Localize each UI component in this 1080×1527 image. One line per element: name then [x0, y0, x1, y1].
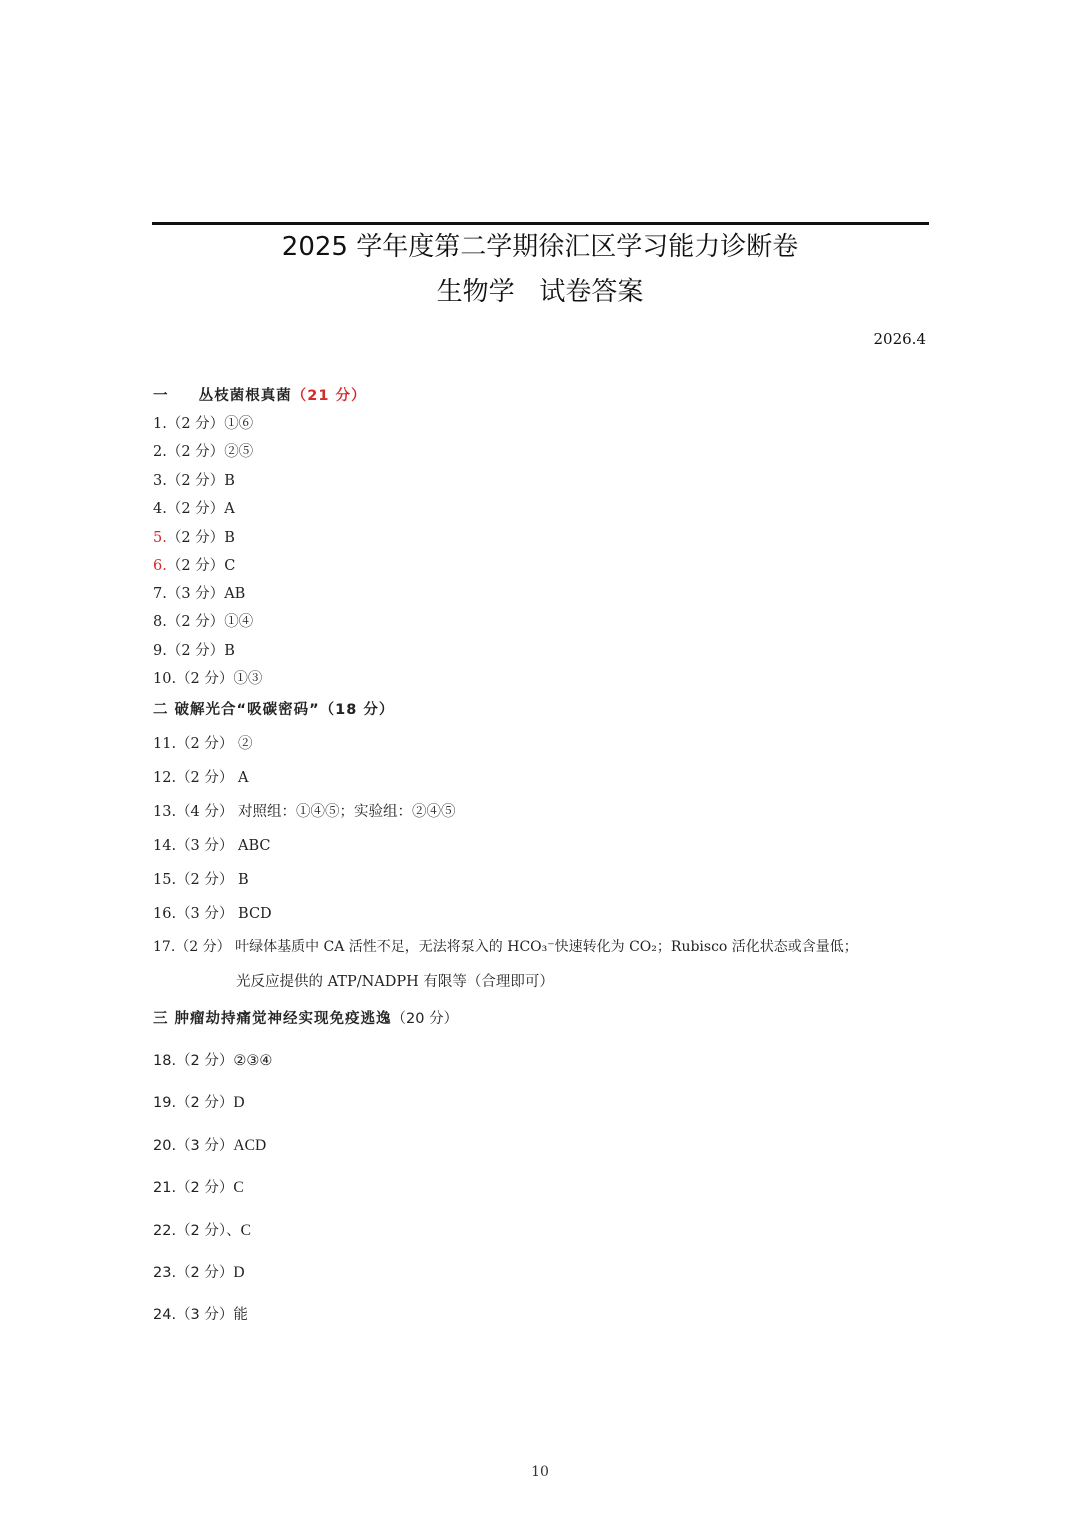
answer-line: 8.（2 分）①④: [153, 614, 254, 630]
title-rule: [152, 222, 929, 225]
answer-line: 9.（2 分）B: [153, 643, 235, 659]
exam-date: 2026.4: [873, 330, 926, 348]
answer-line: 12.（2 分） A: [153, 770, 249, 786]
answer-line: 22.（2 分）、C: [153, 1222, 251, 1239]
answer-continuation: 光反应提供的 ATP/NADPH 有限等（合理即可）: [236, 974, 554, 990]
answer-line: 24.（3 分）能: [153, 1307, 248, 1323]
answer-line: 6.（2 分）C: [153, 558, 236, 574]
page-number: 10: [531, 1464, 549, 1480]
answer-line: 21.（2 分）C: [153, 1179, 244, 1196]
section-3-heading: 三 肿瘤劫持痛觉神经实现免疫逃逸（20 分）: [153, 1011, 459, 1027]
answer-line: 3.（2 分）B: [153, 473, 235, 489]
section-1-score: （21 分）: [291, 388, 367, 404]
answer-line: 17.（2 分） 叶绿体基质中 CA 活性不足，无法将泵入的 HCO₃⁻快速转化为 CO₂；Rubisco 活化状态或含量低；: [153, 939, 858, 955]
section-1-number: 一: [153, 388, 169, 404]
answer-line: 20.（3 分）ACD: [153, 1137, 267, 1154]
answer-line: 16.（3 分） BCD: [153, 906, 272, 922]
section-1-heading: [153, 384, 366, 405]
answer-line: 2.（2 分）②⑤: [153, 444, 254, 460]
answer-line: 15.（2 分） B: [153, 872, 249, 888]
section-2-heading: 二 破解光合“吸碳密码”（18 分）: [153, 702, 395, 718]
section-1-name: 丛枝菌根真菌: [198, 388, 292, 404]
answer-line: 1.（2 分）①⑥: [153, 416, 254, 432]
answer-line: 23.（2 分）D: [153, 1264, 245, 1281]
answer-line: 19.（2 分）D: [153, 1094, 245, 1111]
answer-line: 4.（2 分）A: [153, 501, 235, 517]
answer-line: 11.（2 分） ②: [153, 736, 253, 752]
answer-line: 7.（3 分）AB: [153, 586, 246, 602]
answer-line: 14.（3 分） ABC: [153, 838, 271, 854]
answer-line: 10.（2 分）①③: [153, 671, 263, 687]
page-title: 2025 学年度第二学期徐汇区学习能力诊断卷: [281, 232, 799, 262]
answer-line: 13.（4 分） 对照组：①④⑤；实验组：②④⑤: [153, 804, 456, 820]
answer-line: 18.（2 分）②③④: [153, 1053, 273, 1069]
answer-line: 5.（2 分）B: [153, 530, 235, 546]
page-subtitle: 生物学 试卷答案: [436, 277, 644, 307]
